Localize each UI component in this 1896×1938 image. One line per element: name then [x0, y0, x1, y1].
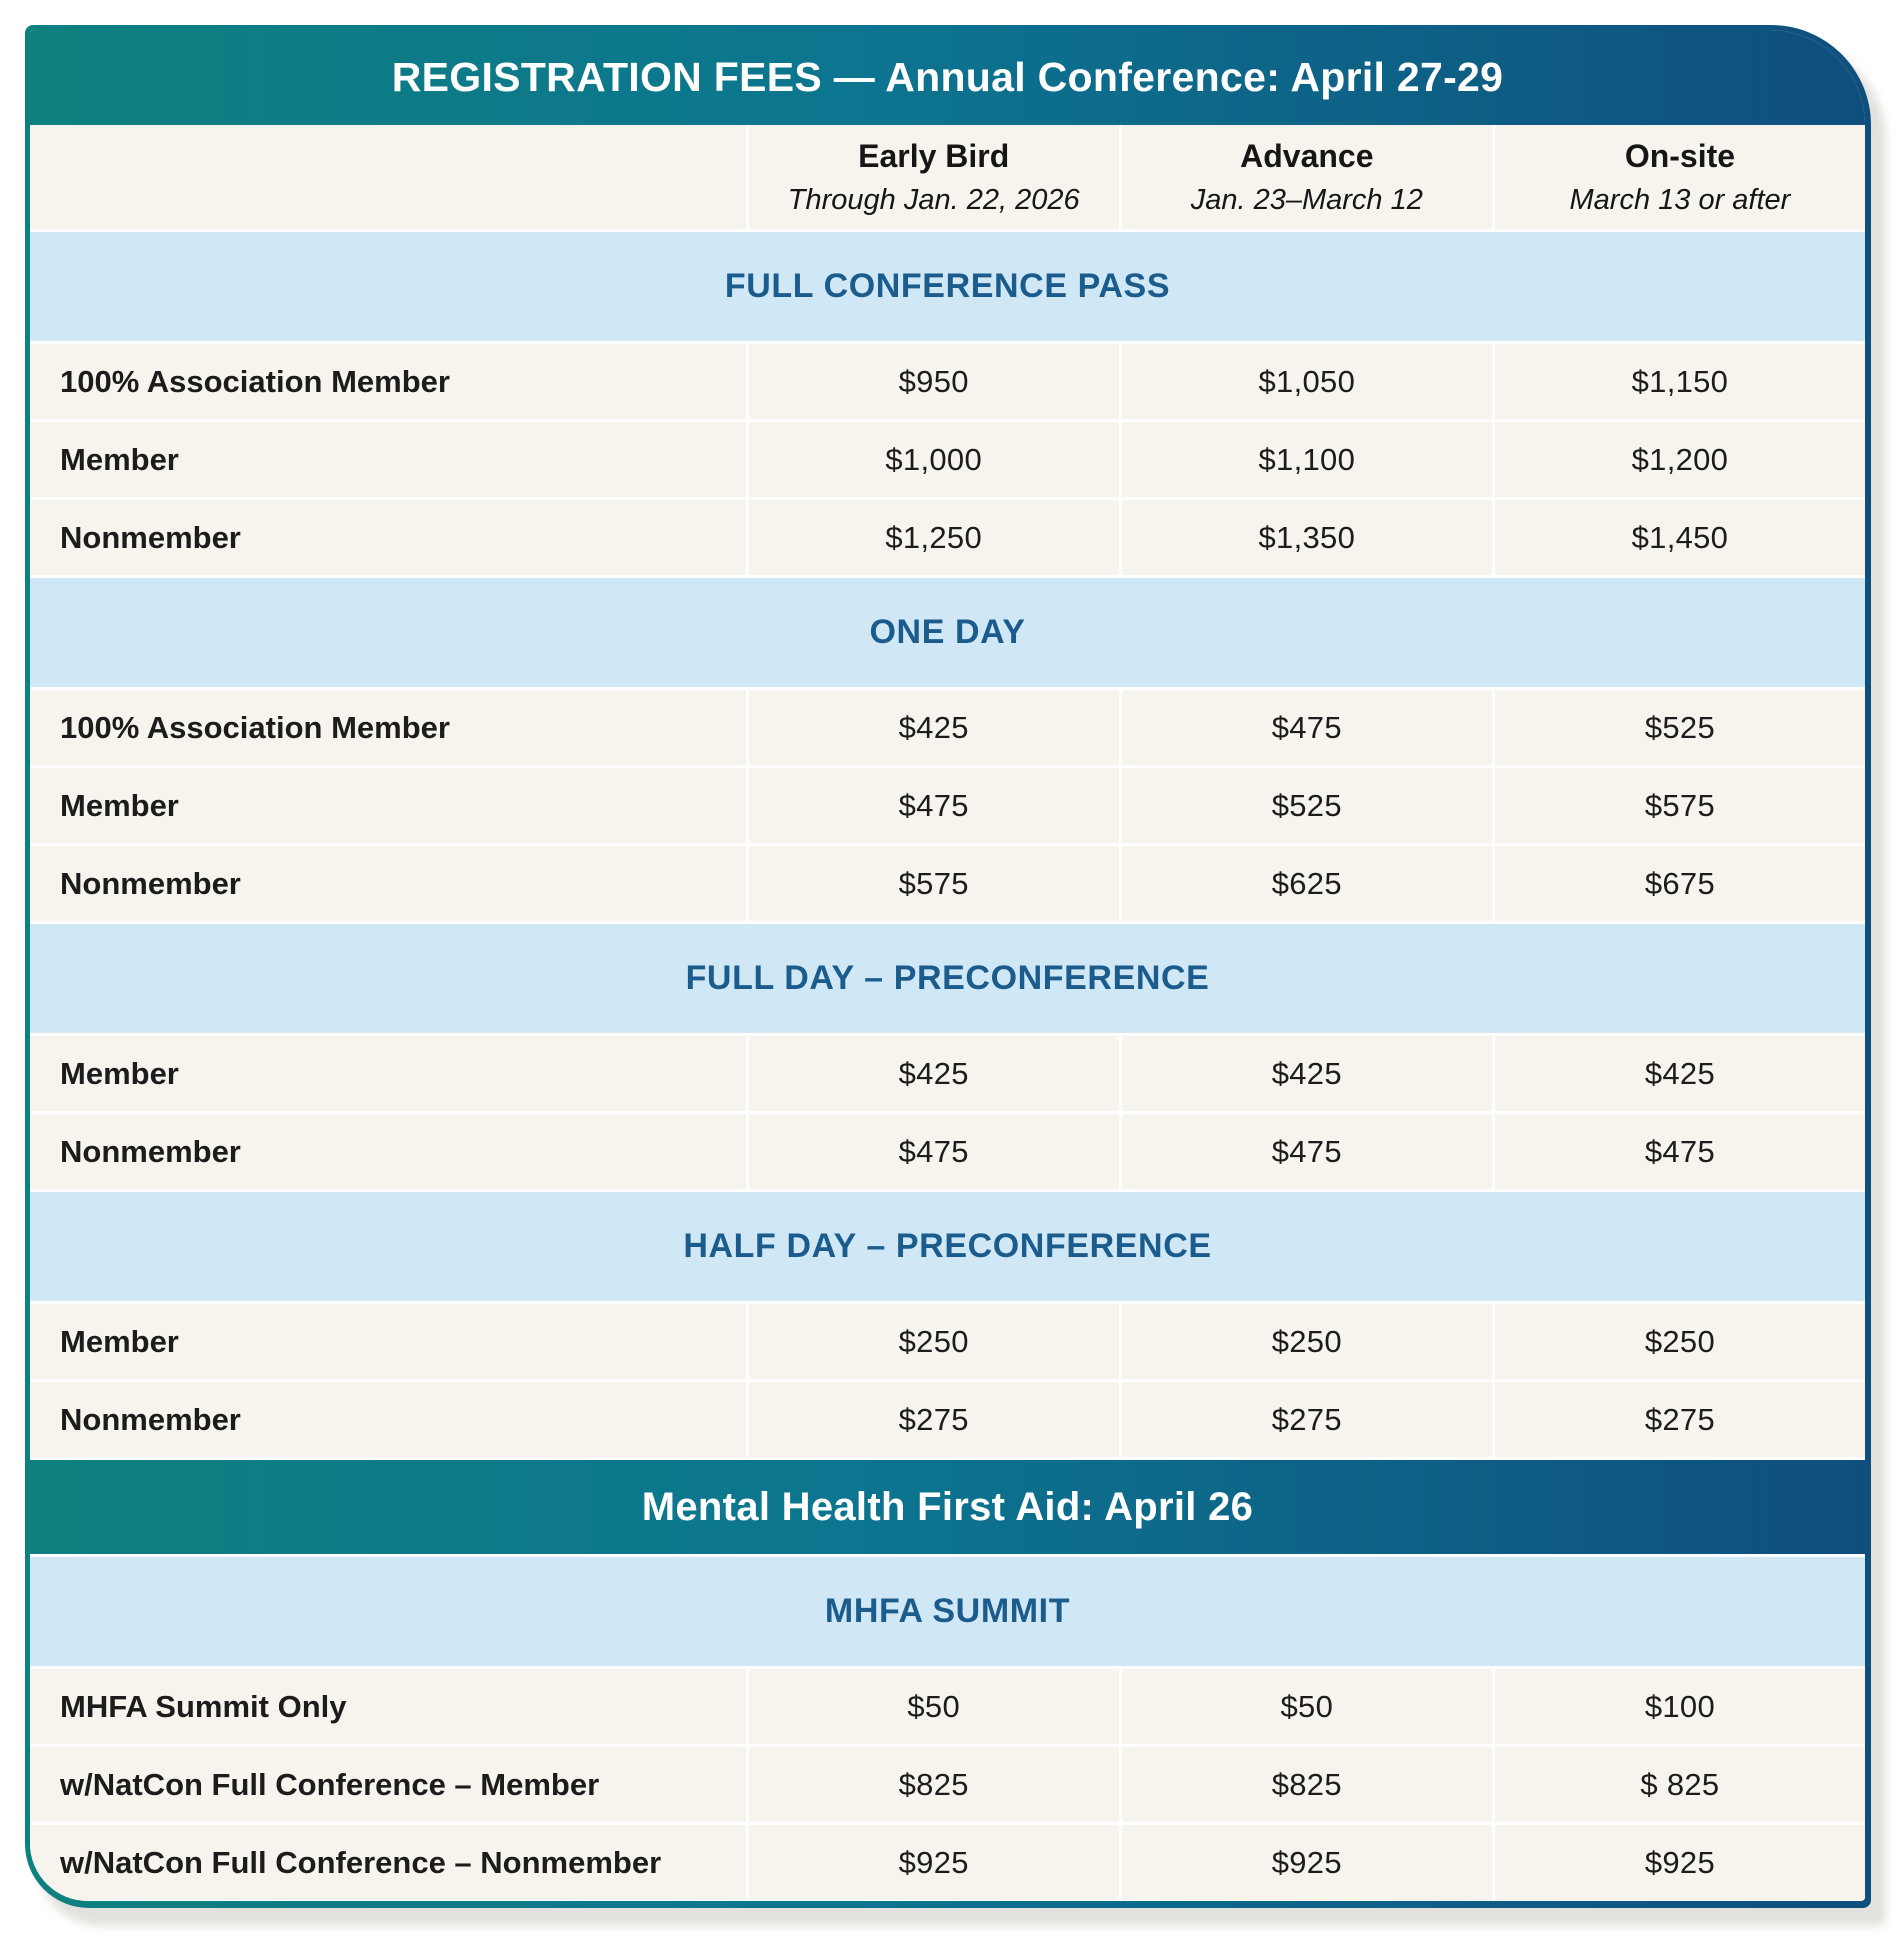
price-early-bird: $425: [749, 1036, 1119, 1111]
row-label: 100% Association Member: [30, 690, 746, 765]
mhfa-banner-title: Mental Health First Aid: April 26: [641, 1484, 1254, 1529]
price-early-bird: $250: [749, 1304, 1119, 1379]
column-subtitle: March 13 or after: [1569, 183, 1791, 216]
mhfa-banner: [30, 1460, 1865, 1554]
section-header-full-conference-pass: [30, 232, 1865, 341]
price-early-bird: $925: [749, 1825, 1119, 1900]
column-subtitle: Through Jan. 22, 2026: [787, 183, 1080, 216]
price-advance: $475: [1122, 1114, 1492, 1189]
column-header-advance: [1122, 125, 1492, 229]
price-early-bird: $475: [749, 1114, 1119, 1189]
section-header-full-day-preconference: [30, 924, 1865, 1033]
section-header-label: FULL DAY – PRECONFERENCE: [685, 959, 1210, 997]
table-row: [30, 1114, 1865, 1189]
section-header-one-day: [30, 578, 1865, 687]
column-title: On-site: [1624, 137, 1736, 174]
column-title: Advance: [1240, 137, 1374, 174]
row-label: Member: [30, 1036, 746, 1111]
row-label: Member: [30, 1304, 746, 1379]
price-early-bird: $275: [749, 1382, 1119, 1457]
table-row: [30, 768, 1865, 843]
table-row: [30, 1304, 1865, 1379]
row-label: 100% Association Member: [30, 344, 746, 419]
table-row: [30, 500, 1865, 575]
row-label: Member: [30, 422, 746, 497]
price-early-bird: $50: [749, 1669, 1119, 1744]
registration-fees-card: [25, 25, 1871, 1908]
price-early-bird: $475: [749, 768, 1119, 843]
row-label: Nonmember: [30, 500, 746, 575]
column-header-spacer: [30, 125, 746, 229]
price-on-site: $425: [1495, 1036, 1865, 1111]
price-early-bird: $425: [749, 690, 1119, 765]
price-advance: $625: [1122, 846, 1492, 921]
row-label: Nonmember: [30, 1114, 746, 1189]
table-row: [30, 846, 1865, 921]
table-row: [30, 1825, 1865, 1900]
column-subtitle: Jan. 23–March 12: [1190, 183, 1423, 216]
row-label: Nonmember: [30, 846, 746, 921]
price-on-site: $475: [1495, 1114, 1865, 1189]
price-on-site: $675: [1495, 846, 1865, 921]
price-advance: $825: [1122, 1747, 1492, 1822]
row-label: Member: [30, 768, 746, 843]
price-on-site: $100: [1495, 1669, 1865, 1744]
price-advance: $475: [1122, 690, 1492, 765]
price-advance: $925: [1122, 1825, 1492, 1900]
price-on-site: $275: [1495, 1382, 1865, 1457]
price-on-site: $ 825: [1495, 1747, 1865, 1822]
section-header-half-day-preconference: [30, 1192, 1865, 1301]
price-early-bird: $575: [749, 846, 1119, 921]
price-on-site: $525: [1495, 690, 1865, 765]
price-advance: $1,050: [1122, 344, 1492, 419]
row-label: w/NatCon Full Conference – Nonmember: [30, 1825, 746, 1900]
section-header-label: HALF DAY – PRECONFERENCE: [683, 1227, 1212, 1265]
column-header-early-bird: [749, 125, 1119, 229]
registration-fees-table: [30, 30, 1865, 1901]
price-early-bird: $1,250: [749, 500, 1119, 575]
price-advance: $275: [1122, 1382, 1492, 1457]
price-advance: $50: [1122, 1669, 1492, 1744]
row-label: Nonmember: [30, 1382, 746, 1457]
section-header-label: FULL CONFERENCE PASS: [724, 267, 1171, 305]
table-row: [30, 690, 1865, 765]
section-header-label: MHFA SUMMIT: [824, 1592, 1071, 1630]
price-early-bird: $1,000: [749, 422, 1119, 497]
price-on-site: $1,450: [1495, 500, 1865, 575]
price-on-site: $575: [1495, 768, 1865, 843]
table-row: [30, 1747, 1865, 1822]
table-row: [30, 1036, 1865, 1111]
column-header-on-site: [1495, 125, 1865, 229]
price-advance: $425: [1122, 1036, 1492, 1111]
annual-conference-banner-title: REGISTRATION FEES — Annual Conference: April 27-29: [391, 54, 1504, 100]
table-row: [30, 1382, 1865, 1457]
price-advance: $525: [1122, 768, 1492, 843]
row-label: MHFA Summit Only: [30, 1669, 746, 1744]
section-header-label: ONE DAY: [869, 613, 1026, 651]
price-early-bird: $825: [749, 1747, 1119, 1822]
price-advance: $1,350: [1122, 500, 1492, 575]
annual-conference-banner: [30, 30, 1865, 125]
table-row: [30, 1669, 1865, 1744]
price-on-site: $1,150: [1495, 344, 1865, 419]
price-on-site: $250: [1495, 1304, 1865, 1379]
table-row: [30, 344, 1865, 419]
column-header-row: [30, 125, 1865, 229]
price-early-bird: $950: [749, 344, 1119, 419]
price-on-site: $925: [1495, 1825, 1865, 1900]
column-title: Early Bird: [858, 137, 1010, 174]
table-row: [30, 422, 1865, 497]
price-advance: $250: [1122, 1304, 1492, 1379]
price-advance: $1,100: [1122, 422, 1492, 497]
section-header-mhfa-summit: [30, 1557, 1865, 1666]
row-label: w/NatCon Full Conference – Member: [30, 1747, 746, 1822]
price-on-site: $1,200: [1495, 422, 1865, 497]
